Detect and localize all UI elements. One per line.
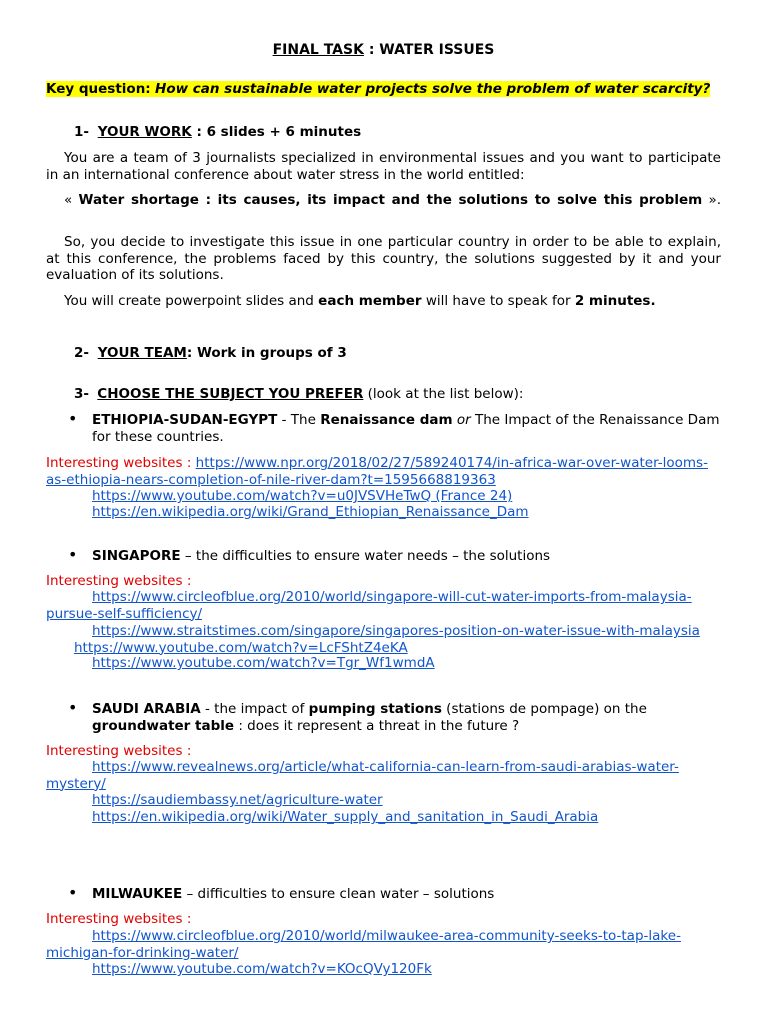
- section-number: 1-: [74, 124, 89, 140]
- ethiopia-websites: [46, 455, 721, 488]
- section-rest: : Work in groups of 3: [186, 345, 347, 361]
- quote-open: «: [64, 192, 79, 208]
- section-your-work: [74, 124, 361, 141]
- link-youtube-singapore-1[interactable]: https://www.youtube.com/watch?v=LcFShtZ4eKA: [74, 639, 408, 656]
- link-youtube-milwaukee[interactable]: https://www.youtube.com/watch?v=KOcQVy120Fk: [92, 961, 432, 977]
- link-npr[interactable]: https://www.npr.org/2018/02/27/589240174/in-africa-war-over-water-looms-as-ethiopia-nears-completion-of-nile-river-dam?t=1595668819363: [46, 455, 708, 488]
- websites-label: Interesting websites :: [46, 455, 192, 471]
- subject-saudi: [92, 701, 722, 734]
- subject-singapore: [92, 548, 550, 565]
- quote-close: ».: [702, 192, 722, 208]
- subject-emph: groundwater table: [92, 717, 235, 734]
- subject-text: (stations de pompage) on the: [441, 701, 647, 717]
- p3-c: will have to speak for: [421, 293, 575, 309]
- key-question-label: Key question:: [46, 81, 151, 97]
- subject-italic: or: [452, 412, 471, 428]
- subject-name: SINGAPORE: [92, 548, 181, 564]
- link-text[interactable]: https://www.circleofblue.org/2010/world/singapore-will-cut-water-imports-from-malaysia-pursue-self-sufficiency/: [46, 589, 692, 622]
- section-heading: YOUR TEAM: [97, 345, 187, 361]
- link-youtube-france24[interactable]: https://www.youtube.com/watch?v=u0JVSVHeTwQ (France 24): [92, 488, 513, 504]
- bullet-icon: •: [68, 698, 78, 717]
- subject-ethiopia: [92, 412, 722, 445]
- key-question-text: How can sustainable water projects solve the problem of water scarcity?: [155, 81, 711, 97]
- bullet-icon: •: [68, 409, 78, 428]
- section-heading: CHOOSE THE SUBJECT YOU PREFER: [97, 386, 364, 402]
- subject-name: SAUDI ARABIA: [92, 701, 201, 717]
- link-straitstimes-row: [46, 623, 721, 656]
- p3-b: each member: [318, 293, 422, 309]
- link-straitstimes[interactable]: https://www.straitstimes.com/singapore/singapores-position-on-water-issue-with-malaysia: [92, 623, 700, 639]
- subject-emph: Renaissance dam: [320, 412, 453, 428]
- section-your-team: [74, 345, 347, 362]
- subject-text: : does it represent a threat in the future ?: [234, 717, 520, 734]
- subject-text: – difficulties to ensure clean water – solutions: [182, 886, 495, 902]
- subject-text: - The: [277, 412, 321, 428]
- subject-name: MILWAUKEE: [92, 886, 183, 902]
- title-underlined: FINAL TASK: [272, 42, 364, 58]
- quote-text: Water shortage : its causes, its impact and the solutions to solve this problem: [78, 192, 703, 208]
- p3-d: 2 minutes.: [574, 293, 656, 309]
- link-wikipedia-saudi[interactable]: https://en.wikipedia.org/wiki/Water_supply_and_sanitation_in_Saudi_Arabia: [92, 809, 599, 825]
- bullet-icon: •: [68, 545, 78, 564]
- key-question: [46, 81, 721, 98]
- paragraph-quote: [46, 192, 721, 209]
- section-number: 3-: [74, 386, 89, 402]
- section-choose-subject: [74, 386, 523, 403]
- link-wikipedia-dam[interactable]: https://en.wikipedia.org/wiki/Grand_Ethiopian_Renaissance_Dam: [92, 504, 529, 520]
- paragraph-investigate: So, you decide to investigate this issue in one particular country in order to be able to explain, at this conference, the problems faced by this country, the solutions suggested by it and your evaluation of its solutions.: [46, 234, 721, 283]
- link-circleofblue-milwaukee[interactable]: [46, 928, 721, 961]
- p3-a: You will create powerpoint slides and: [64, 293, 319, 309]
- subject-milwaukee: [92, 886, 494, 903]
- link-revealnews[interactable]: [46, 759, 721, 792]
- subject-emph: pumping stations: [308, 701, 442, 717]
- subject-text: - the impact of: [200, 701, 309, 717]
- websites-label: Interesting websites :: [46, 573, 192, 589]
- title-rest: : WATER ISSUES: [363, 42, 495, 58]
- bullet-icon: •: [68, 883, 78, 902]
- link-text[interactable]: https://www.revealnews.org/article/what-california-can-learn-from-saudi-arabias-water-mystery/: [46, 759, 679, 792]
- subject-text: – the difficulties to ensure water needs – the solutions: [180, 548, 551, 564]
- subject-name: ETHIOPIA-SUDAN-EGYPT: [92, 412, 278, 428]
- section-rest: : 6 slides + 6 minutes: [191, 124, 362, 140]
- link-circleofblue-singapore[interactable]: [46, 589, 721, 622]
- paragraph-intro: You are a team of 3 journalists specialized in environmental issues and you want to participate in an international conference about water stress in the world entitled:: [46, 150, 721, 183]
- link-saudiembassy[interactable]: https://saudiembassy.net/agriculture-water: [92, 792, 383, 808]
- link-text[interactable]: https://www.circleofblue.org/2010/world/milwaukee-area-community-seeks-to-tap-lake-michigan-for-drinking-water/: [46, 928, 681, 961]
- section-heading: YOUR WORK: [97, 124, 192, 140]
- page-title: [46, 42, 721, 59]
- subject-text: The Impact of the Renaissance Dam for these countries.: [92, 412, 720, 445]
- paragraph-slides: [64, 293, 656, 310]
- websites-label: Interesting websites :: [46, 743, 192, 759]
- websites-label: Interesting websites :: [46, 911, 192, 927]
- link-youtube-singapore-2[interactable]: https://www.youtube.com/watch?v=Tgr_Wf1wmdA: [92, 655, 435, 671]
- section-number: 2-: [74, 345, 89, 361]
- section-rest: (look at the list below):: [363, 386, 524, 402]
